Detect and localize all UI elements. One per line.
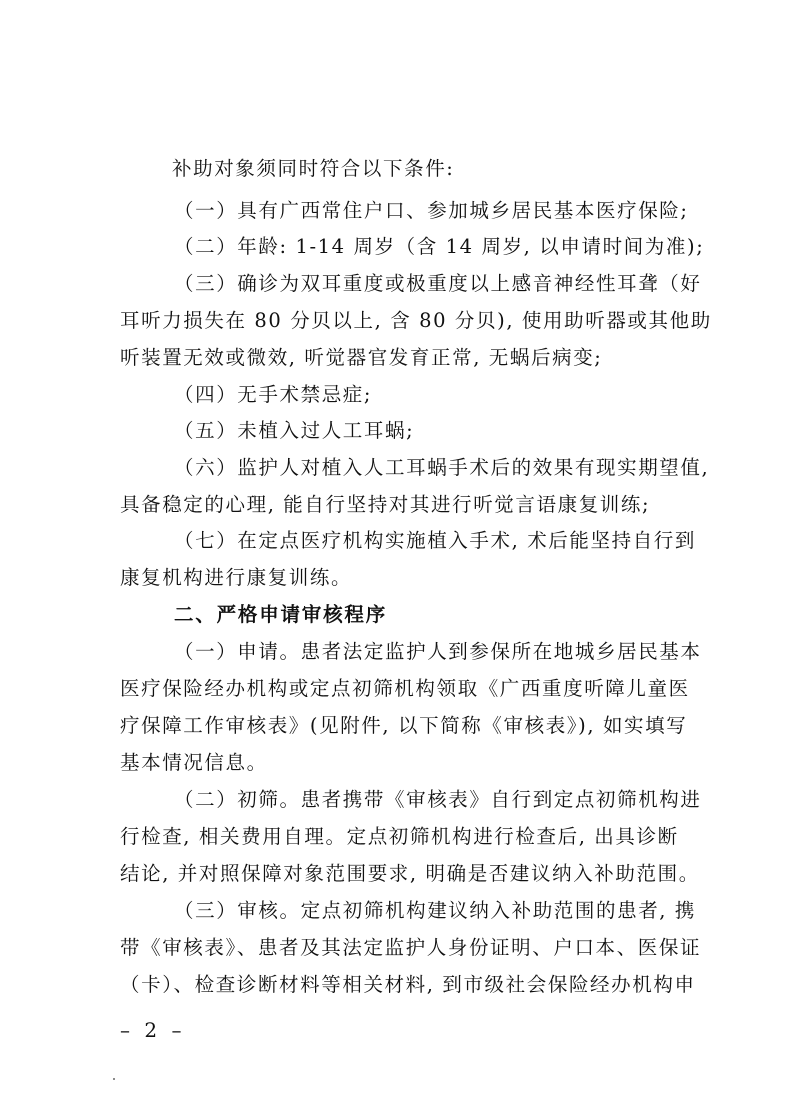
page-number: – 2 – — [120, 1018, 186, 1042]
scan-speck — [113, 1078, 115, 1080]
condition-line: 听装置无效或微效, 听觉器官发育正常, 无蜗后病变; — [120, 346, 603, 369]
condition-line: （六）监护人对植入人工耳蜗手术后的效果有现实期望值, — [174, 456, 710, 479]
procedure-line: 行检查, 相关费用自理。定点初筛机构进行检查后, 出具诊断 — [120, 825, 679, 848]
procedure-line: 疗保障工作审核表》(见附件, 以下简称《审核表》), 如实填写 — [120, 714, 688, 737]
condition-line: 耳听力损失在 80 分贝以上, 含 80 分贝), 使用助听器或其他助 — [120, 309, 712, 332]
procedure-line: （卡）、检查诊断材料等相关材料, 到市级社会保险经办机构申 — [120, 973, 696, 996]
condition-line: （四）无手术禁忌症; — [174, 383, 373, 406]
procedure-line: （二）初筛。患者携带《审核表》自行到定点初筛机构进 — [174, 788, 702, 811]
procedure-line: 基本情况信息。 — [120, 751, 268, 774]
condition-line: 康复机构进行康复训练。 — [120, 566, 353, 589]
procedure-line: （一）申请。患者法定监护人到参保所在地城乡居民基本 — [174, 640, 702, 663]
condition-line: （一）具有广西常住户口、参加城乡居民基本医疗保险; — [174, 199, 689, 222]
procedure-line: 结论, 并对照保障对象范围要求, 明确是否建议纳入补助范围。 — [120, 862, 700, 885]
procedure-line: （三）审核。定点初筛机构建议纳入补助范围的患者, 携 — [174, 899, 696, 922]
condition-line: （二）年龄: 1-14 周岁（含 14 周岁, 以申请时间为准); — [174, 235, 705, 258]
condition-line: （五）未植入过人工耳蜗; — [174, 419, 415, 442]
condition-line: 具备稳定的心理, 能自行坚持对其进行听觉言语康复训练; — [120, 493, 651, 516]
procedure-line: 医疗保险经办机构或定点初筛机构领取《广西重度听障儿童医 — [120, 677, 690, 700]
condition-line: （七）在定点医疗机构实施植入手术, 术后能坚持自行到 — [174, 529, 696, 552]
procedure-line: 带《审核表》、患者及其法定监护人身份证明、户口本、医保证 — [120, 936, 702, 959]
condition-line: （三）确诊为双耳重度或极重度以上感音神经性耳聋（好 — [174, 272, 702, 295]
intro-paragraph: 补助对象须同时符合以下条件: — [172, 157, 455, 180]
section-heading: 二、严格申请审核程序 — [174, 603, 388, 626]
